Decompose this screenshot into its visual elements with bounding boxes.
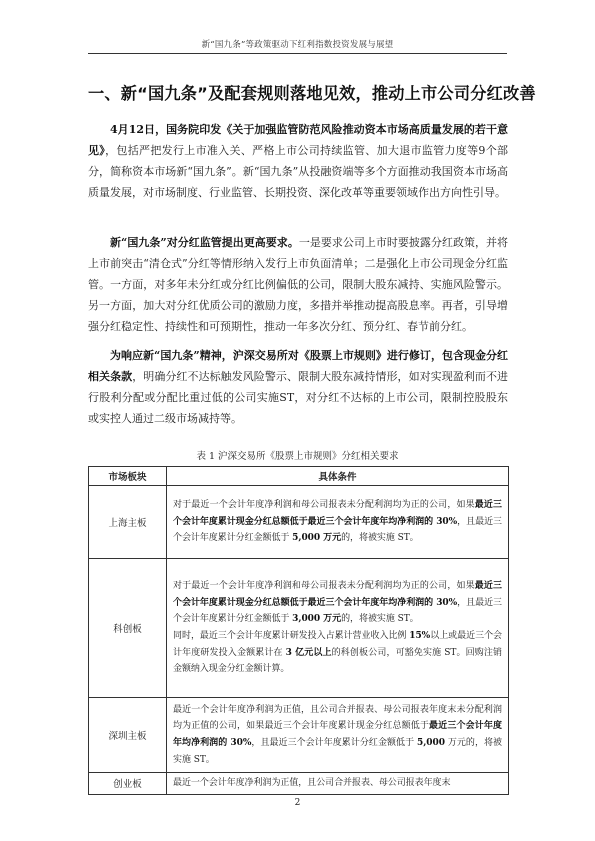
condition-emphasis: 5,000 万元 [292,533,342,544]
condition-text: 最近一个会计年度净利润为正值，且公司合并报表、母公司报表年度末 [173,778,451,788]
column-header-conditions: 具体条件 [167,467,509,486]
condition-cell [167,698,509,773]
condition-emphasis: 最近三个会计年度年均净利润的 30% [173,721,502,748]
table-row [89,698,509,773]
condition-text: ，且最近三个会计年度累计分红金额低于 [173,516,502,544]
paragraph-body: ，明确分红不达标触发风险警示、限制大股东减持情形，如对实现盈利而不进行股利分配或分配比重过低的公司实施ST，对分红不达标的上市公司，限制控股股东或实控人通过二级市场减持等。 [88,370,508,425]
condition-text: 的科创板公司，可豁免实施 ST。回购注销金额纳入现金分红金额计算。 [173,647,503,675]
condition-text: 最近一个会计年度净利润为正值，且公司合并报表、母公司报表年度末未分配利润均为正值的公司，如果最近三个会计年度累计现金分红总额低于 [173,704,502,732]
running-header: 新“国九条”等政策驱动下红利指数投资发展与展望 [201,40,394,50]
condition-emphasis: 15% [409,631,431,641]
table-row [89,773,509,795]
section-title: 一、新“国九条”及配套规则落地见效，推动上市公司分红改善 [88,84,536,103]
condition-emphasis: 3 亿元以上 [285,647,332,658]
condition-cell [167,559,509,698]
condition-cell [167,486,509,559]
board-cell: 上海主板 [89,486,167,559]
table-row [89,559,509,698]
condition-emphasis: 3,000 万元 [292,614,342,625]
paragraph-body: ，包括严把发行上市准入关、严格上市公司持续监管、加大退市监管力度等9个部分，简称资本市场新“国九条”。新“国九条”从投融资端等多个方面推动我国资本市场高质量发展，对市场制度、行业监管、长期投资、深化改革等重要领域作出方向性引导。 [88,144,508,199]
condition-text: 对于最近一个会计年度净利润和母公司报表未分配利润均为正的公司，如果 [173,499,475,510]
condition-text: 以上或最近三个会计年度研发投入金额累计在 [173,631,503,658]
condition-emphasis: 5,000 [417,738,445,748]
paragraph-lead: 新“国九条”对分红监管提出更高要求。 [110,236,299,249]
board-cell: 科创板 [89,559,167,698]
board-cell: 创业板 [89,773,167,795]
dividend-requirements-table [88,466,509,795]
condition-cell [167,773,509,795]
paragraph-lead: 为响应新“国九条”精神，沪深交易所对《股票上市规则》进行修订，包含现金分红相关条款 [88,349,508,383]
condition-text: 同时，最近三个会计年度累计研发投入占累计营业收入比例 [173,631,410,641]
condition-text: 对于最近一个会计年度净利润和母公司报表未分配利润均为正的公司，如果 [173,580,475,591]
table-caption: 表 1 沪深交易所《股票上市规则》分红相关要求 [196,451,399,462]
condition-emphasis: 最近三个会计年度累计现金分红总额低于最近三个会计年度年均净利润的 30% [173,499,502,527]
page-number: 2 [294,798,301,808]
paragraph-lead: 4月12日，国务院印发《关于加强监管防范风险推动资本市场高质量发展的若干意见》 [88,123,508,157]
condition-text: 的，将被实施 ST。 [341,533,419,544]
column-header-board: 市场板块 [89,467,167,486]
condition-text: 的，将被实施 ST。 [341,614,419,625]
condition-emphasis: 最近三个会计年度累计现金分红总额低于最近三个会计年度年均净利润的 30% [173,580,502,608]
condition-text: ，且最近三个会计年度累计分红金额低于 [173,597,502,625]
condition-text: ，且最近三个会计年度累计分红金额低于 [251,738,418,748]
paragraph-dividend-supervision [88,232,508,337]
paragraph-guojiutiao-issuance [88,119,508,203]
header-divider [88,53,507,54]
paragraph-body: 一是要求公司上市时要披露分红政策，并将上市前突击“清仓式”分红等情形纳入发行上市负面清单；二是强化上市公司现金分红监管。一方面，对多年未分红或分红比例偏低的公司，限制大股东减持、实施风险警示。另一方面，加大对分红优质公司的激励力度，多措并举推动提高股息率。再者，引导增强分红稳定性、持续性和可预期性，推动一年多次分红、预分红、春节前分红。 [88,236,508,333]
board-cell: 深圳主板 [89,698,167,773]
paragraph-exchange-rules [88,345,508,429]
table-header-row [89,467,509,486]
table-row [89,486,509,559]
condition-text: 万元的，将被实施 ST。 [173,738,502,765]
